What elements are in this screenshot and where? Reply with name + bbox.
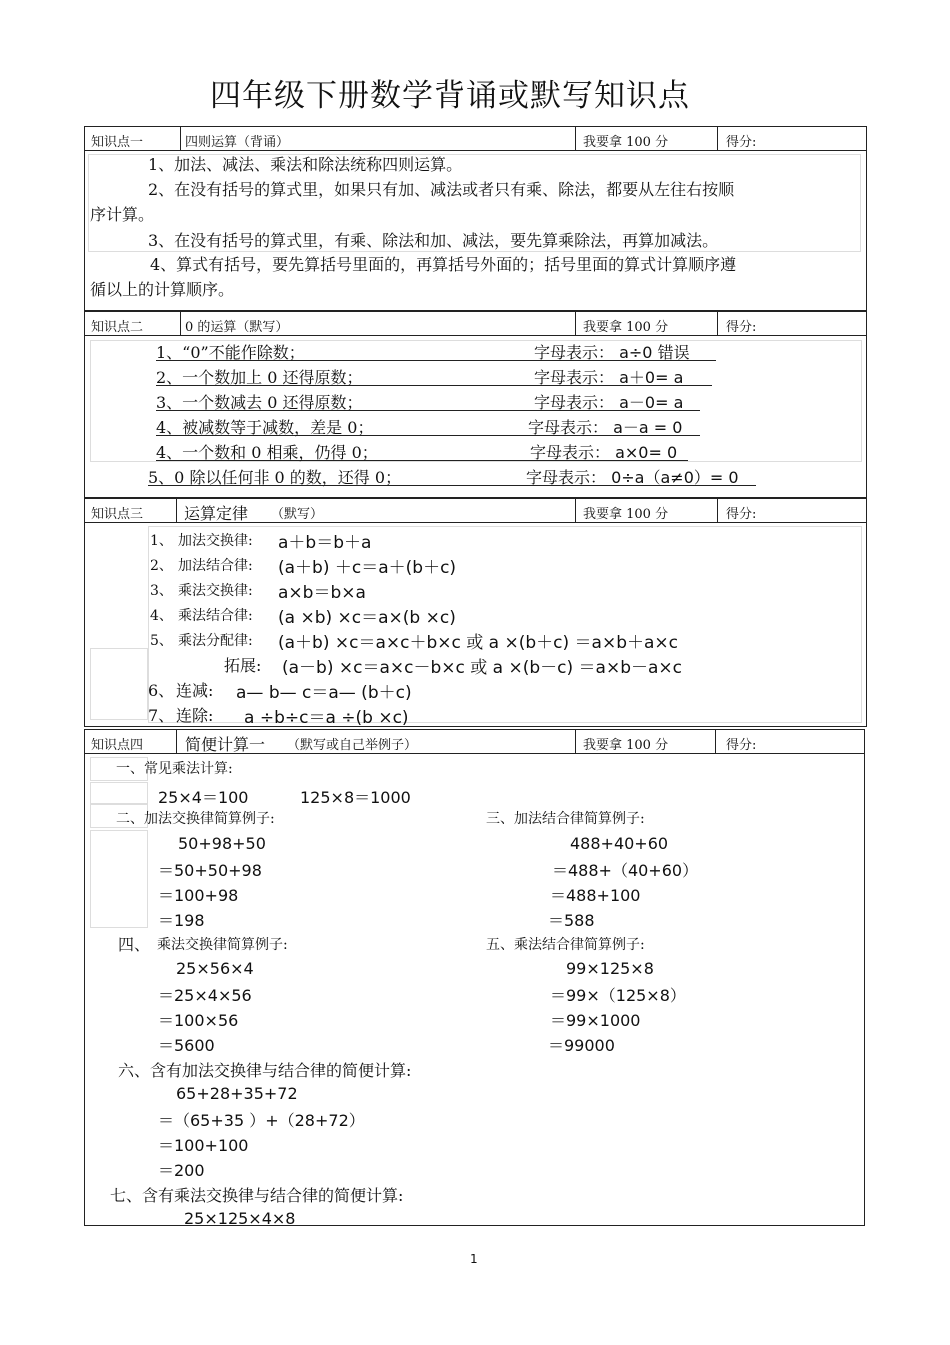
s4-heading-6: 六、含有加法交换律与结合律的简便计算: [118,1061,412,1080]
s4-heading-3: 三、加法结合律简算例子: [486,811,645,827]
ex5-line: ＝99×1000 [550,1011,641,1030]
page-number: 1 [470,1252,478,1266]
section-3-goal: 我要拿 100 分 [583,507,669,522]
s4-common-2: 125×8＝1000 [300,788,411,807]
ex2-line: ＝100+98 [158,886,239,905]
zero-rule-text: 4、被减数等于减数，差是 0； [156,418,374,437]
zero-rule-text: 1、“0”不能作除数； [156,343,305,362]
ex4-line: 25×56×4 [176,959,254,978]
s4-heading-4-num: 四、 [118,935,151,954]
zero-rule-row [148,465,756,486]
zero-rule-row [156,415,700,436]
ex5-line: ＝99000 [548,1036,615,1055]
ex6-line: ＝200 [158,1161,205,1180]
s4-common-1: 25×4＝100 [158,788,249,807]
zero-rule-expr: 字母表示： a＋0= a [534,368,684,387]
section-1-label: 知识点一 [91,135,144,150]
ex2-line: ＝198 [158,911,205,930]
page-title: 四年级下册数学背诵或默写知识点 [210,78,690,114]
section-2-score: 得分: [726,320,757,335]
ex5-line: 99×125×8 [566,959,654,978]
s4-heading-2: 二、加法交换律简算例子: [116,811,275,827]
zero-rule-expr: 字母表示： 0÷a（a≠0）= 0 [526,468,739,487]
section-4-header [84,729,865,754]
ex6-line: 65+28+35+72 [176,1084,298,1103]
ex5-line: ＝99×（125×8） [550,986,686,1005]
ex3-line: ＝488+100 [550,886,641,905]
ex3-line: ＝488+（40+60） [552,861,699,880]
section-4-topic-note: （默写或自己举例子） [287,738,418,753]
zero-rule-expr: 字母表示： a－0= a [534,393,684,412]
ex4-line: ＝100×56 [158,1011,239,1030]
section-3-label: 知识点三 [91,507,144,522]
zero-rule-row [156,340,716,361]
section-4-score: 得分: [726,738,757,753]
section-4-topic: 简便计算一 [185,735,266,754]
ex2-line: ＝50+50+98 [158,861,262,880]
s1-paragraph-2a: 2、在没有括号的算式里，如果只有加、减法或者只有乘、除法，都要从左往右按顺 [148,180,735,199]
section-1-score: 得分: [726,135,757,150]
ex7-line: 25×125×4×8 [184,1209,296,1228]
s1-paragraph-4b: 循以上的计算顺序。 [90,280,235,299]
section-4-label: 知识点四 [91,738,144,753]
ex3-line: 488+40+60 [570,834,669,853]
section-1-header [84,126,867,151]
section-3-score: 得分: [726,507,757,522]
s1-paragraph-1: 1、加法、减法、乘法和除法统称四则运算。 [148,155,463,174]
ex2-line: 50+98+50 [178,834,266,853]
section-4-goal: 我要拿 100 分 [583,738,669,753]
section-1-goal: 我要拿 100 分 [583,135,669,150]
s4-heading-1: 一、常见乘法计算: [116,761,233,777]
section-3-topic-note: （默写） [271,507,324,522]
zero-rule-expr: 字母表示： a×0= 0 [530,443,678,462]
s1-paragraph-4a: 4、算式有括号，要先算括号里面的，再算括号外面的；括号里面的算式计算顺序遵 [150,255,737,274]
s1-paragraph-3: 3、在没有括号的算式里，有乘、除法和加、减法，要先算乘除法，再算加减法。 [148,231,719,250]
section-3-topic: 运算定律 [184,504,249,523]
section-2-topic: 0 的运算（默写） [185,320,289,335]
s4-heading-4: 乘法交换律简算例子: [157,937,288,953]
s1-paragraph-2b: 序计算。 [90,205,155,224]
ex4-line: ＝25×4×56 [158,986,252,1005]
ex3-line: ＝588 [548,911,595,930]
zero-rule-expr: 字母表示： a－a = 0 [528,418,683,437]
zero-rule-row [156,365,712,386]
zero-rule-text: 5、0 除以任何非 0 的数，还得 0； [148,468,402,487]
ex4-line: ＝5600 [158,1036,215,1055]
section-2-header [84,311,867,336]
section-1-topic: 四则运算（背诵） [185,135,290,150]
section-3-header [84,498,867,523]
section-2-label: 知识点二 [91,320,144,335]
section-2-goal: 我要拿 100 分 [583,320,669,335]
zero-rule-expr: 字母表示： a÷0 错误 [534,343,690,362]
ex6-line: ＝（65+35 ）+（28+72） [158,1111,365,1130]
s4-heading-5: 五、乘法结合律简算例子: [486,937,645,953]
zero-rule-text: 2、一个数加上 0 还得原数； [156,368,363,387]
zero-rule-text: 3、一个数减去 0 还得原数； [156,393,363,412]
ex6-line: ＝100+100 [158,1136,249,1155]
zero-rule-row [156,440,688,461]
s4-heading-7: 七、含有乘法交换律与结合律的简便计算: [110,1186,404,1205]
zero-rule-text: 4、一个数和 0 相乘，仍得 0； [156,443,378,462]
zero-rule-row [156,390,700,411]
